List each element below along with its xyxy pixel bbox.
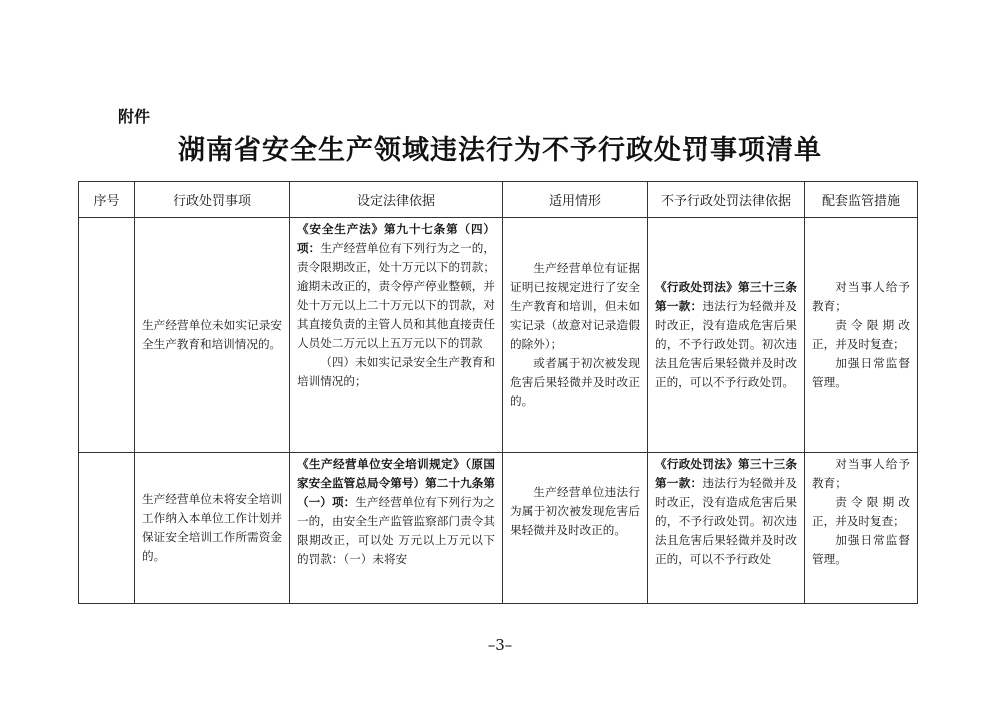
- legal-basis-body: 生产经营单位有下列行为之一的，由安全生产监管监察部门责令其限期改正，可以处 万元以上万元以下的罚款：（一）未将安: [297, 495, 495, 566]
- legal-basis-text: [290, 453, 502, 571]
- no-penalty-basis-cell: [648, 218, 805, 453]
- penalty-item-text: 生产经营单位未将安全培训工作纳入本单位工作计划并保证安全培训工作所需资金的。: [142, 492, 282, 563]
- legal-basis-cell: [290, 453, 503, 604]
- row-number: [79, 453, 135, 604]
- penalty-item-cell: [135, 218, 290, 453]
- no-penalty-article: 《行政处罚法》第三十三条第一款：: [655, 457, 797, 490]
- measures-list: [805, 453, 917, 571]
- situation-paragraph: 或者属于初次被发现危害后果轻微并及时改正的。: [510, 356, 640, 408]
- measures-cell: [805, 453, 918, 604]
- no-penalty-basis-cell: [648, 453, 805, 604]
- legal-basis-clause: （四）未如实记录安全生产教育和培训情况的；: [297, 355, 495, 388]
- situation-paragraph: 生产经营单位有证据证明已按规定进行了安全生产教育和培训，但未如实记录（故意对记录造假的除外）；: [510, 261, 640, 351]
- page-number: –3–: [487, 636, 513, 654]
- header-situation: 适用情形: [503, 182, 648, 218]
- no-penalty-body: 违法行为轻微并及时改正，没有造成危害后果的，不予行政处罚。初次违法且危害后果轻微并及时改正的，可以不予行政处罚。: [655, 299, 797, 389]
- attachment-label: 附件: [118, 107, 151, 126]
- situation-paragraph: 生产经营单位违法行为属于初次被发现危害后果轻微并及时改正的。: [510, 485, 640, 537]
- table-row: [79, 453, 918, 604]
- no-penalty-basis-text: [648, 453, 804, 571]
- measure-item: 对当事人给予教育；: [812, 457, 910, 490]
- header-penalty-item: 行政处罚事项: [135, 182, 290, 218]
- legal-basis-text: [290, 218, 502, 393]
- measure-item: 责令限期改正，并及时复查；: [812, 318, 910, 351]
- measure-item: 加强日常监督管理。: [812, 356, 910, 389]
- situation-cell: [503, 218, 648, 453]
- header-no-penalty-basis: 不予行政处罚法律依据: [648, 182, 805, 218]
- row-number: [79, 218, 135, 453]
- table-row: [79, 218, 918, 453]
- header-no: 序号: [79, 182, 135, 218]
- penalty-list-table: [78, 181, 918, 604]
- no-penalty-article: 《行政处罚法》第三十三条第一款：: [655, 280, 797, 313]
- measures-cell: [805, 218, 918, 453]
- measure-item: 加强日常监督管理。: [812, 533, 910, 566]
- legal-basis-article: 《安全生产法》第九十七条第（四）项：: [297, 222, 495, 255]
- penalty-item-text: 生产经营单位未如实记录安全生产教育和培训情况的。: [142, 318, 282, 351]
- penalty-item-cell: [135, 453, 290, 604]
- measures-list: [805, 276, 917, 394]
- header-legal-basis: 设定法律依据: [290, 182, 503, 218]
- legal-basis-body: 生产经营单位有下列行为之一的，责令限期改正，处十万元以下的罚款；逾期未改正的，责令停产停业整顿，并处十万元以上二十万元以下的罚款，对其直接负责的主管人员和其他直接责任人员处二万元以上五万元以下的罚款: [297, 241, 495, 350]
- measure-item: 责令限期改正，并及时复查；: [812, 495, 910, 528]
- no-penalty-basis-text: [648, 276, 804, 394]
- no-penalty-body: 违法行为轻微并及时改正，没有造成危害后果的，不予行政处罚。初次违法且危害后果轻微并及时改正的，可以不予行政处: [655, 476, 797, 566]
- situation-text: [503, 453, 647, 542]
- situation-cell: [503, 453, 648, 604]
- situation-text: [503, 257, 647, 413]
- header-measures: 配套监管措施: [805, 182, 918, 218]
- measure-item: 对当事人给予教育；: [812, 280, 910, 313]
- legal-basis-cell: [290, 218, 503, 453]
- document-title: 湖南省安全生产领域违法行为不予行政处罚事项清单: [178, 135, 822, 166]
- table-header-row: [79, 182, 918, 218]
- legal-basis-article: 《生产经营单位安全培训规定》（原国家安全监管总局令第号）第二十九条第（一）项：: [297, 457, 495, 509]
